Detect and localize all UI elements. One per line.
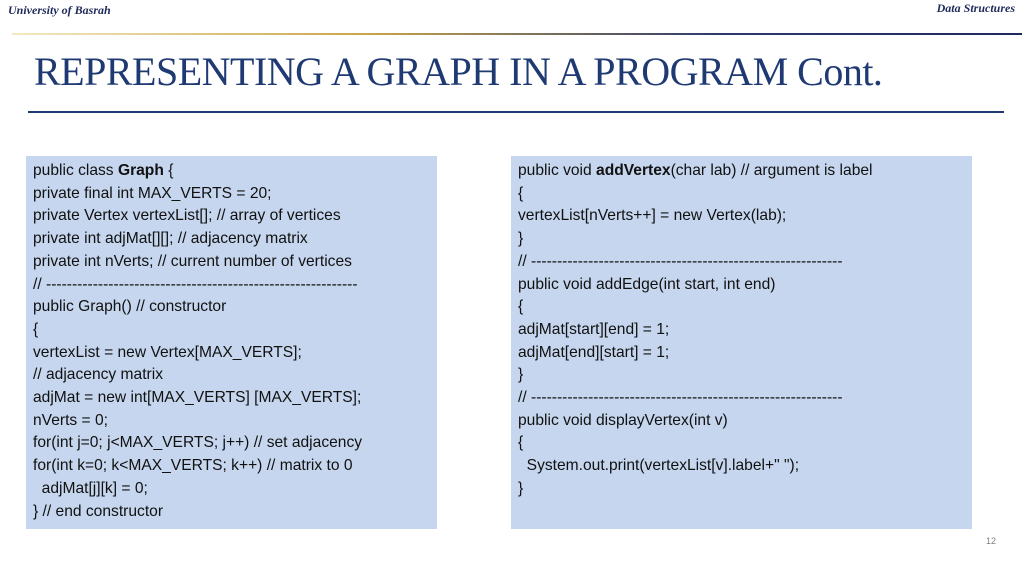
code-line — [33, 274, 437, 297]
code-text: } — [518, 230, 524, 248]
code-text: public void displayVertex(int v) — [518, 411, 728, 429]
code-text: { — [518, 184, 524, 202]
code-line — [33, 228, 437, 251]
code-text: public void addEdge(int start, int end) — [518, 275, 776, 293]
code-line — [33, 455, 437, 478]
code-line — [33, 410, 437, 433]
code-identifier: addVertex — [596, 162, 671, 179]
code-text: for(int j=0; j<MAX_VERTS; j++) // set adjacency — [33, 434, 363, 452]
code-line — [33, 251, 437, 274]
graph-class-code-panel — [26, 156, 437, 529]
code-text: (char lab) // argument is label — [670, 162, 873, 179]
code-line — [518, 455, 972, 478]
code-text: { — [518, 298, 524, 316]
code-text: System.out.print(vertexList[v].label+" "); — [518, 457, 800, 475]
code-line — [518, 228, 972, 251]
code-text: { — [33, 320, 39, 338]
code-line — [518, 364, 972, 387]
code-text: // ------------------------------------------------------------ — [518, 389, 843, 407]
code-text: public Graph() // constructor — [33, 298, 227, 316]
code-text: vertexList = new Vertex[MAX_VERTS]; — [33, 343, 302, 361]
code-line — [518, 319, 972, 342]
code-text: private Vertex vertexList[]; // array of vertices — [33, 207, 341, 225]
code-line — [518, 205, 972, 228]
code-line — [518, 410, 972, 433]
code-text: private final int MAX_VERTS = 20; — [33, 184, 272, 202]
code-line — [518, 432, 972, 455]
code-text: nVerts = 0; — [33, 411, 108, 429]
code-text: public class — [33, 162, 118, 179]
code-line — [33, 319, 437, 342]
code-line — [518, 160, 972, 183]
code-line — [33, 387, 437, 410]
title-underline — [28, 111, 1004, 113]
code-line — [518, 183, 972, 206]
code-line — [518, 274, 972, 297]
code-line — [33, 478, 437, 501]
page-number: 12 — [985, 536, 996, 546]
code-line — [33, 296, 437, 319]
code-text: public void — [518, 162, 597, 179]
graph-methods-code-panel — [511, 156, 972, 529]
code-text: // ------------------------------------------------------------ — [33, 275, 358, 293]
code-text: { — [163, 162, 174, 179]
code-line — [33, 364, 437, 387]
code-text: for(int k=0; k<MAX_VERTS; k++) // matrix to 0 — [33, 457, 353, 475]
code-line — [518, 387, 972, 410]
header-divider — [12, 33, 1022, 35]
code-text: adjMat[j][k] = 0; — [33, 479, 148, 497]
code-text: private int adjMat[][]; // adjacency matrix — [33, 230, 308, 248]
code-text: private int nVerts; // current number of vertices — [33, 252, 352, 270]
code-line — [33, 501, 437, 524]
code-line — [33, 342, 437, 365]
code-identifier: Graph — [117, 162, 164, 179]
code-line — [33, 160, 437, 183]
university-name: University of Basrah — [8, 3, 111, 17]
code-text: // adjacency matrix — [33, 366, 163, 384]
code-text: vertexList[nVerts++] = new Vertex(lab); — [518, 207, 787, 225]
code-text: } — [518, 479, 524, 497]
course-name: Data Structures — [936, 1, 1015, 15]
code-text: } — [518, 366, 524, 384]
code-line — [518, 251, 972, 274]
code-text: adjMat = new int[MAX_VERTS] [MAX_VERTS]; — [33, 389, 362, 407]
code-line — [33, 205, 437, 228]
code-text: { — [518, 434, 524, 452]
code-line — [33, 432, 437, 455]
code-line — [518, 342, 972, 365]
code-text: // ------------------------------------------------------------ — [518, 252, 843, 270]
code-text: adjMat[start][end] = 1; — [518, 320, 670, 338]
code-text: } // end constructor — [33, 502, 164, 520]
code-line — [33, 183, 437, 206]
code-line — [518, 296, 972, 319]
code-line — [518, 478, 972, 501]
code-text: adjMat[end][start] = 1; — [518, 343, 670, 361]
slide-title: REPRESENTING A GRAPH IN A PROGRAM Cont. — [34, 49, 883, 94]
